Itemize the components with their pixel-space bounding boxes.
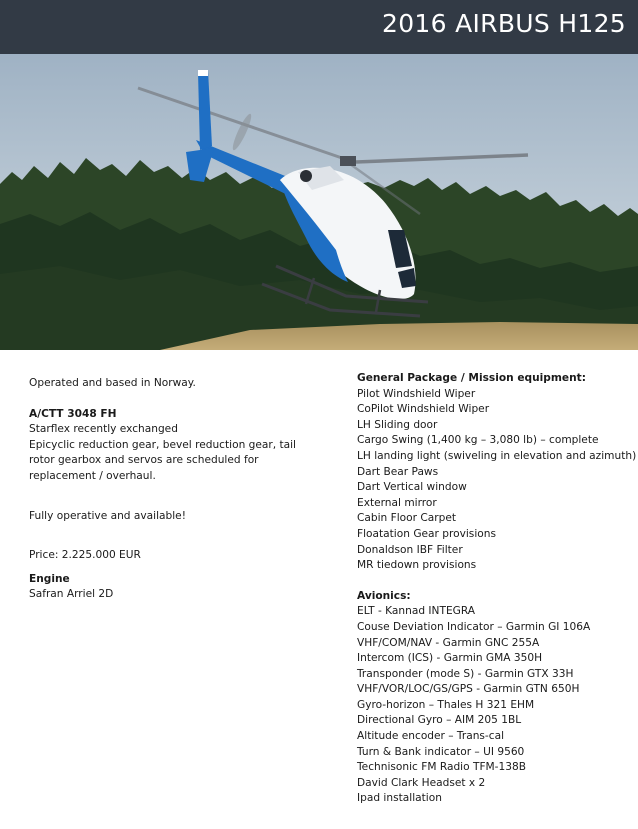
actt-line: Epicyclic reduction gear, bevel reduction gear, tail rotor gearbox and servos are scheduled for replacement / overhaul. <box>29 438 297 482</box>
avionics-item: Intercom (ICS) - Garmin GMA 350H <box>357 652 543 665</box>
avionics-heading: Avionics: <box>357 589 411 602</box>
actt-line: Starflex recently exchanged <box>29 423 178 436</box>
right-column <box>357 371 637 807</box>
avionics-item: Directional Gyro – AIM 205 1BL <box>357 714 522 727</box>
equipment-item: Dart Bear Paws <box>357 465 439 478</box>
intro-text: Operated and based in Norway. <box>29 377 196 389</box>
equipment-item: Cargo Swing (1,400 kg – 3,080 lb) – complete <box>357 434 599 447</box>
avionics-item: ELT - Kannad INTEGRA <box>357 605 476 618</box>
avionics-item: VHF/COM/NAV - Garmin GNC 255A <box>357 636 540 649</box>
equipment-item: Cabin Floor Carpet <box>357 512 457 525</box>
actt-heading: A/CTT 3048 FH <box>29 407 117 420</box>
equipment-item: MR tiedown provisions <box>357 559 477 572</box>
equipment-item: LH landing light (swiveling in elevation and azimuth) <box>357 449 637 462</box>
equipment-item: Dart Vertical window <box>357 481 467 494</box>
equipment-item: CoPilot Windshield Wiper <box>357 403 490 416</box>
equipment-item: Floatation Gear provisions <box>357 527 496 540</box>
avionics-item: Technisonic FM Radio TFM-138B <box>357 761 526 774</box>
page-title: 2016 AIRBUS H125 <box>382 9 626 38</box>
price-text: Price: 2.225.000 EUR <box>29 549 141 562</box>
avionics-item: Ipad installation <box>357 792 442 805</box>
engine-heading: Engine <box>29 572 70 585</box>
equipment-item: Pilot Windshield Wiper <box>357 387 476 400</box>
avionics-item: Transponder (mode S) - Garmin GTX 33H <box>357 667 574 680</box>
avionics-item: Turn & Bank indicator – UI 9560 <box>357 745 525 758</box>
equipment-item: LH Sliding door <box>357 418 438 431</box>
title-banner <box>0 0 638 54</box>
equipment-item: Donaldson IBF Filter <box>357 543 463 556</box>
general-package-heading: General Package / Mission equipment: <box>357 372 586 384</box>
avionics-item: VHF/VOR/LOC/GS/GPS - Garmin GTN 650H <box>357 683 580 696</box>
avionics-item: David Clark Headset x 2 <box>357 776 486 789</box>
engine-value: Safran Arriel 2D <box>29 588 114 601</box>
status-text: Fully operative and available! <box>29 509 186 522</box>
avionics-item: Gyro-horizon – Thales H 321 EHM <box>357 698 535 711</box>
avionics-item: Altitude encoder – Trans-cal <box>357 730 505 743</box>
helicopter-photo <box>0 54 638 350</box>
equipment-item: External mirror <box>357 496 437 509</box>
left-column <box>29 376 319 603</box>
avionics-item: Couse Deviation Indicator – Garmin GI 106A <box>357 620 591 633</box>
